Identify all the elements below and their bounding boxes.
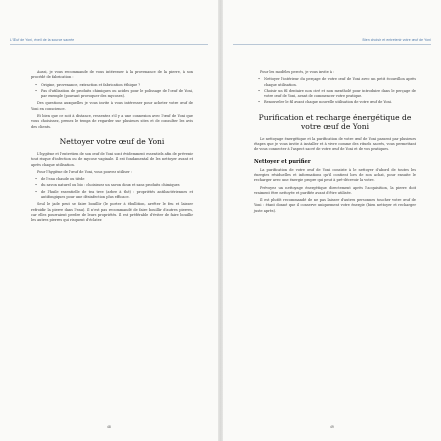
subheading: Nettoyer et purifier xyxy=(254,158,311,165)
paragraph: Seul le jade peut se faire bouillir (le porter à ébullition, arrêter le feu et laisser refroidir la pierre dans l'eau). Il n'est pas recommandé de faire bouillir d'autres pierres, car elles pourraient perdre de leurs propriétés. Il est préférable d'éviter de faire bouillir les autres pierres qui risquent d'éclater. xyxy=(31,202,193,223)
right-page-body xyxy=(254,70,416,216)
page-number: 48 xyxy=(107,425,111,429)
bullet-list xyxy=(258,77,416,105)
paragraph: Pour l'hygiène de l'œuf de Yoni, vous pouvez utiliser : xyxy=(37,169,133,174)
list-item: • de l'huile essentielle de tea tree (arbre à thé) : propriétés antibactériennes et antifongiques pour une désinfection plus efficace. xyxy=(35,190,193,201)
left-page xyxy=(0,0,218,441)
paragraph: La purification de votre œuf de Yoni consiste à le nettoyer d'abord de toutes les énergies résiduelles et informations qu'il contient lors de son achat, pour ensuite le recharger avec une énergie propre qui peut à pré-décevoir la votre. xyxy=(254,167,416,183)
header-rule-left xyxy=(10,44,208,45)
paragraph: Aussi, je vous recommande de vous intéresser à la provenance de la pierre, à son procédé de fabrication : xyxy=(31,70,193,80)
section-heading: Nettoyer votre œuf de Yoni xyxy=(59,136,165,146)
paragraph: Des questions auxquelles je vous invite à vous intéresser pour acheter votre œuf de Yoni en conscience. xyxy=(31,101,193,111)
running-head-left: L'Œuf de Yoni, éveil de la source sacrée xyxy=(10,38,75,42)
paragraph: Pour les modèles percés, je vous invite à : xyxy=(260,70,335,74)
page-number: 49 xyxy=(330,425,334,429)
list-item: • du savon naturel ou bio : choisissez un savon doux et sans produits chimiques xyxy=(35,183,193,188)
paragraph: Prévoyez un nettoyage énergétique directement après l'acquisition, la pierre doit vraiment être nettoyée et purifiée avant d'être utilisée. xyxy=(254,185,416,195)
bullet-list xyxy=(35,83,193,100)
list-item: • Pas d'utilisation de produits chimiques ou acides pour le polissage de l'œuf de Yoni, par exemple (pouvant provoquer des mycoses). xyxy=(35,89,193,100)
section-heading: Purification et recharge énergétique de votre œuf de Yoni xyxy=(258,112,412,131)
list-item: • Renouveler le fil avant chaque nouvelle utilisation de votre œuf de Yoni. xyxy=(258,100,416,105)
list-item: • de l'eau chaude ou tiède xyxy=(35,177,193,182)
list-item: • Choisir un fil dentaire non ciré et non mentholé pour introduire dans le perçage de votre œuf de Yoni, avant de commencer votre pratique. xyxy=(258,89,416,100)
paragraph: L'hygiène et l'entretien de son œuf de Yoni sont évidemment essentiels afin de prévenir tout risque d'infection ou de mycose vaginale. Il est fondamental de les nettoyer avant et après chaque utilisation. xyxy=(31,151,193,167)
left-page-body xyxy=(31,70,193,226)
list-item: • Origine, provenance, extraction et fabrication éthique ? xyxy=(35,83,193,88)
paragraph: Et bien que ce soit à distance, ressentez s'il y a une connexion avec l'œuf de Yoni que vous choisissez, prenez le temps de regarder sur plusieurs sites et de consulter les avis des clients. xyxy=(31,114,193,129)
paragraph: Le nettoyage énergétique et la purification de votre œuf de Yoni passent par plusieurs étapes que je vous invite à installer et à vivre comme des rituels sacrés, vous permettant de vous connecter à l'aspect sacré de votre œuf de Yoni et de vos pratiques. xyxy=(254,136,416,152)
bullet-list xyxy=(35,177,193,200)
list-item: • Nettoyer l'intérieur du perçage de votre œuf de Yoni avec un petit écouvillon après chaque utilisation. xyxy=(258,77,416,88)
header-rule-right xyxy=(233,44,431,45)
running-head-right: Bien choisir et entretenir votre œuf de Yoni xyxy=(362,38,431,42)
paragraph: Il est plutôt recommandé de ne pas laisser d'autres personnes toucher votre œuf de Yoni : étant donné que il conserve uniquement votre énergie (bien nettoyer et recharger juste après). xyxy=(254,198,416,213)
right-page xyxy=(223,0,441,441)
